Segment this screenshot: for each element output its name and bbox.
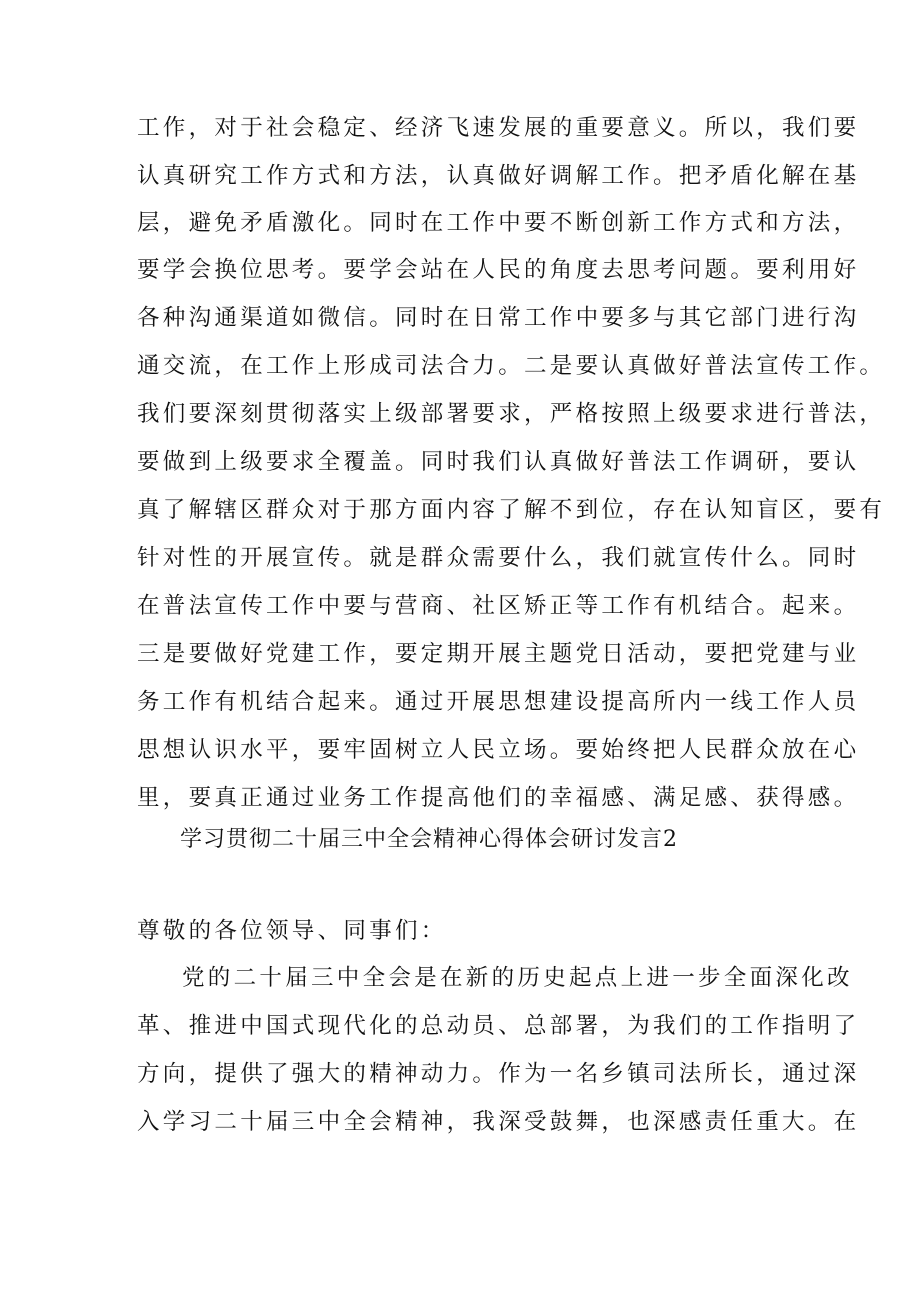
section-title: 学习贯彻二十届三中全会精神心得体会研讨发言2 xyxy=(180,827,678,852)
paragraph-1-line: 我们要深刻贯彻落实上级部署要求，严格按照上级要求进行普法， xyxy=(137,401,886,427)
salutation: 尊敬的各位领导、同事们： xyxy=(137,918,447,944)
paragraph-1-line: 要学会换位思考。要学会站在人民的角度去思考问题。要利用好 xyxy=(137,257,860,283)
paragraph-1-line: 工作，对于社会稳定、经济飞速发展的重要意义。所以，我们要 xyxy=(137,115,860,141)
paragraph-1-line: 三是要做好党建工作，要定期开展主题党日活动，要把党建与业 xyxy=(137,641,860,667)
paragraph-1-line: 针对性的开展宣传。就是群众需要什么，我们就宣传什么。同时 xyxy=(137,545,860,571)
paragraph-1-line: 各种沟通渠道如微信。同时在日常工作中要多与其它部门进行沟 xyxy=(137,305,860,331)
paragraph-2-line: 党的二十届三中全会是在新的历史起点上进一步全面深化改 xyxy=(182,965,853,991)
paragraph-1-line: 认真研究工作方式和方法，认真做好调解工作。把矛盾化解在基 xyxy=(137,163,860,189)
paragraph-1-line: 要做到上级要求全覆盖。同时我们认真做好普法工作调研，要认 xyxy=(137,449,860,475)
paragraph-1-line: 里，要真正通过业务工作提高他们的幸福感、满足感、获得感。 xyxy=(137,785,860,811)
paragraph-1-line: 真了解辖区群众对于那方面内容了解不到位，存在认知盲区，要有 xyxy=(137,497,886,523)
paragraph-1-line: 务工作有机结合起来。通过开展思想建设提高所内一线工作人员 xyxy=(137,689,860,715)
paragraph-1-line: 层，避免矛盾激化。同时在工作中要不断创新工作方式和方法， xyxy=(137,210,860,236)
paragraph-1-line: 通交流，在工作上形成司法合力。二是要认真做好普法宣传工作。 xyxy=(137,353,886,379)
paragraph-1-line: 思想认识水平，要牢固树立人民立场。要始终把人民群众放在心 xyxy=(137,737,860,763)
paragraph-2-line: 革、推进中国式现代化的总动员、总部署，为我们的工作指明了 xyxy=(137,1013,860,1039)
paragraph-2-line: 方向，提供了强大的精神动力。作为一名乡镇司法所长，通过深 xyxy=(137,1061,860,1087)
paragraph-2-line: 入学习二十届三中全会精神，我深受鼓舞，也深感责任重大。在 xyxy=(137,1109,860,1135)
paragraph-1-line: 在普法宣传工作中要与营商、社区矫正等工作有机结合。起来。 xyxy=(137,593,860,619)
